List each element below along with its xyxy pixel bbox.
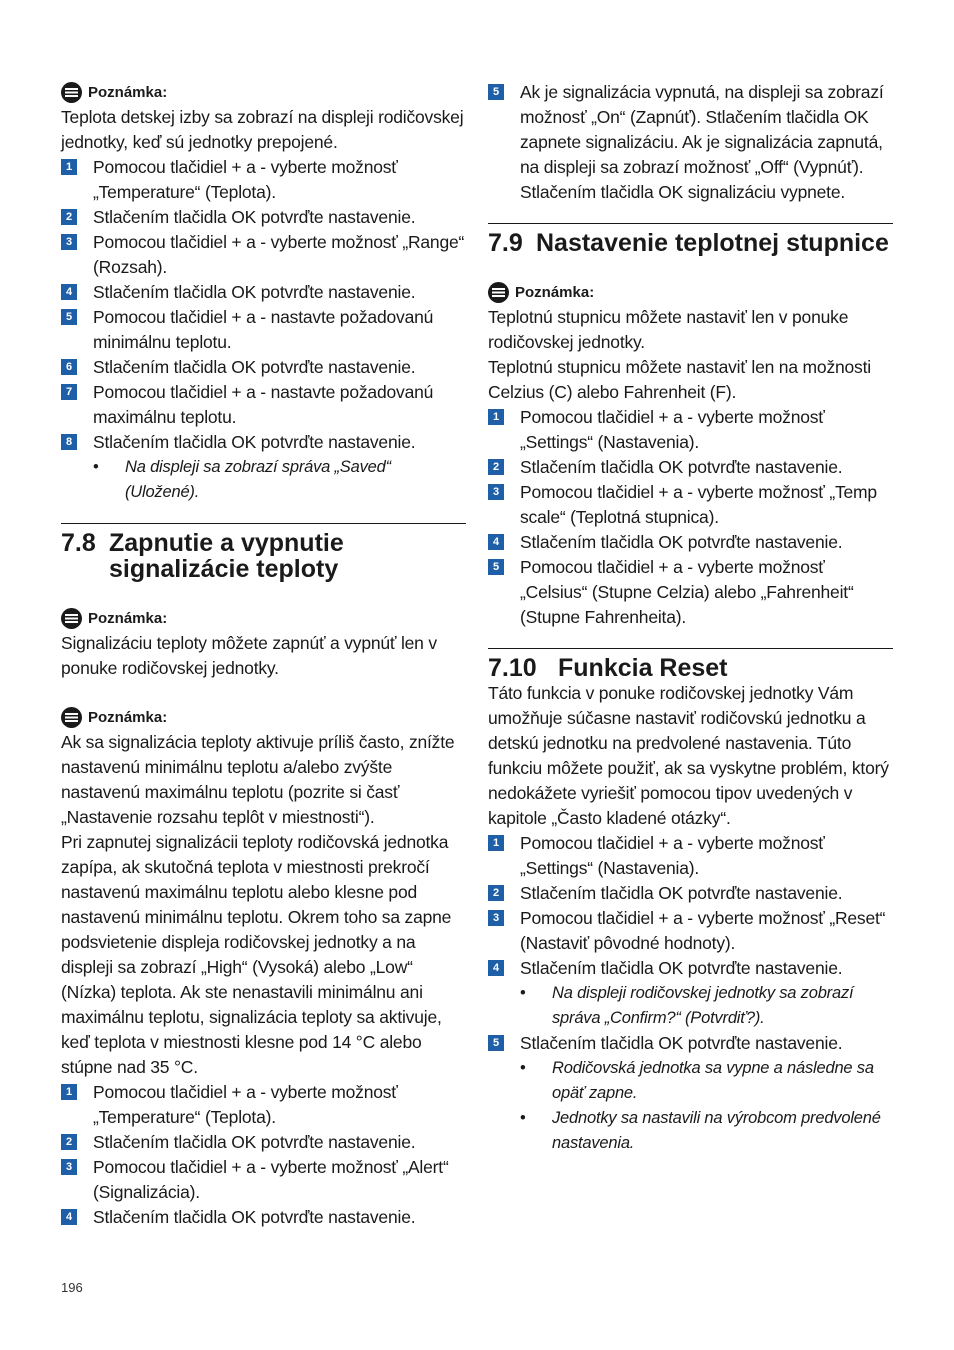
- left-column: [61, 80, 466, 1230]
- step-number: 5: [61, 309, 77, 325]
- section-heading: [488, 230, 893, 256]
- step-number: 4: [61, 284, 77, 300]
- section-title: Funkcia Reset: [558, 654, 728, 682]
- step-text: Pomocou tlačidiel + a - vyberte možnosť „Range“ (Rozsah).: [93, 232, 465, 277]
- step-text: Stlačením tlačidla OK potvrďte nastavenie.: [93, 1132, 416, 1152]
- section-number: 7.8: [61, 529, 96, 557]
- step-number: 3: [488, 484, 504, 500]
- step-list: [61, 1080, 466, 1230]
- note-icon: [61, 82, 82, 103]
- step-list: [61, 155, 466, 455]
- note-label: Poznámka:: [88, 709, 168, 726]
- note-heading: [61, 705, 466, 730]
- step-text: Stlačením tlačidla OK potvrďte nastavenie.: [93, 282, 416, 302]
- step-text: Pomocou tlačidiel + a - vyberte možnosť „Settings“ (Nastavenia).: [520, 407, 825, 452]
- step-item: [61, 230, 466, 280]
- section-heading: [488, 655, 893, 681]
- step-number: 5: [488, 559, 504, 575]
- step-number: 5: [488, 1035, 504, 1051]
- step-number: 1: [61, 159, 77, 175]
- step-text: Stlačením tlačidla OK potvrďte nastavenie.: [520, 1033, 843, 1053]
- step-item: [488, 1031, 893, 1056]
- note-icon: [61, 707, 82, 728]
- result-bullet: [61, 455, 466, 505]
- step-item: [488, 530, 893, 555]
- step-item: [488, 80, 893, 205]
- step-item: [61, 1080, 466, 1130]
- bullet-text: Jednotky sa nastavili na výrobcom predvolené nastavenia.: [552, 1109, 881, 1152]
- section-number: 7.9: [488, 229, 523, 257]
- note-label: Poznámka:: [515, 284, 595, 301]
- bullet-text: Na displeji sa zobrazí správa „Saved“ (Uložené).: [125, 458, 391, 501]
- step-item: [61, 280, 466, 305]
- section-7-10: [488, 648, 893, 681]
- step-number: 6: [61, 359, 77, 375]
- step-item: [488, 405, 893, 455]
- step-item: [61, 155, 466, 205]
- step-text: Pomocou tlačidiel + a - nastavte požadovanú maximálnu teplotu.: [93, 382, 434, 427]
- step-number: 3: [488, 910, 504, 926]
- step-text: Stlačením tlačidla OK potvrďte nastavenie.: [520, 532, 843, 552]
- result-bullet: [488, 1106, 893, 1156]
- step-text: Stlačením tlačidla OK potvrďte nastavenie.: [93, 1207, 416, 1227]
- step-number: 3: [61, 1159, 77, 1175]
- step-text: Pomocou tlačidiel + a - vyberte možnosť „Celsius“ (Stupne Celzia) alebo „Fahrenheit“ (Stupne Fahrenheita).: [520, 557, 854, 627]
- note-label: Poznámka:: [88, 84, 168, 101]
- step-text: Pomocou tlačidiel + a - vyberte možnosť „Temperature“ (Teplota).: [93, 1082, 398, 1127]
- step-item: [61, 1205, 466, 1230]
- step-number: 4: [488, 534, 504, 550]
- result-bullet: [488, 1056, 893, 1106]
- bullet-dot: •: [520, 1109, 526, 1127]
- step-text: Pomocou tlačidiel + a - vyberte možnosť „Alert“ (Signalizácia).: [93, 1157, 449, 1202]
- note-heading: [61, 80, 466, 105]
- note-text: Ak sa signalizácia teploty aktivuje príliš často, znížte nastavenú minimálnu teplotu a/alebo zvýšte nastavenú maximálnu teplotu (pozrite si časť „Nastavenie rozsahu teplôt v miestnosti“).: [61, 732, 455, 827]
- step-item: [488, 956, 893, 981]
- step-text: Stlačením tlačidla OK potvrďte nastavenie.: [520, 457, 843, 477]
- bullet-text: Na displeji rodičovskej jednotky sa zobrazí správa „Confirm?“ (Potvrdiť?).: [552, 984, 854, 1027]
- note-heading: [488, 280, 893, 305]
- step-number: 1: [488, 409, 504, 425]
- bullet-text: Rodičovská jednotka sa vypne a následne sa opäť zapne.: [552, 1059, 874, 1102]
- step-item: [488, 455, 893, 480]
- note-text: Teplota detskej izby sa zobrazí na displeji rodičovskej jednotky, keď sú jednotky prepojené.: [61, 107, 464, 152]
- note-icon: [61, 608, 82, 629]
- step-number: 1: [488, 835, 504, 851]
- result-bullet: [488, 981, 893, 1031]
- body-paragraph: Táto funkcia v ponuke rodičovskej jednotky Vám umožňuje súčasne nastaviť rodičovskú jednotku a detskú jednotku na predvolené nastavenia. Túto funkciu môžete použiť, ak sa vyskytne problém, ktorý nedokážete vyriešiť pomocou tipov uvedených v kapitole „Často kladené otázky“.: [488, 683, 889, 828]
- note-text: Teplotnú stupnicu môžete nastaviť len na možnosti Celzius (C) alebo Fahrenheit (F).: [488, 357, 871, 402]
- step-text: Pomocou tlačidiel + a - vyberte možnosť „Temp scale“ (Teplotná stupnica).: [520, 482, 877, 527]
- step-item: [61, 380, 466, 430]
- step-text: Stlačením tlačidla OK potvrďte nastavenie.: [520, 958, 843, 978]
- section-title: Zapnutie a vypnutie signalizácie teploty: [109, 529, 344, 583]
- note-text: Teplotnú stupnicu môžete nastaviť len v ponuke rodičovskej jednotky.: [488, 307, 849, 352]
- step-number: 2: [61, 209, 77, 225]
- step-list: [488, 831, 893, 981]
- section-heading: [61, 530, 466, 582]
- bullet-dot: •: [520, 1059, 526, 1077]
- step-text: Ak je signalizácia vypnutá, na displeji sa zobrazí možnosť „On“ (Zapnúť). Stlačením tlačidla OK zapnete signalizáciu. Ak je signalizácia zapnutá, na displeji sa zobrazí možnosť „Off“ (Vypnúť). Stlačením tlačidla OK signalizáciu vypnete.: [520, 82, 884, 202]
- bullet-dot: •: [520, 984, 526, 1002]
- step-list: [488, 1031, 893, 1056]
- note-heading: [61, 606, 466, 631]
- step-number: 2: [488, 885, 504, 901]
- note-label: Poznámka:: [88, 610, 168, 627]
- step-item: [488, 480, 893, 530]
- note-text: Signalizáciu teploty môžete zapnúť a vypnúť len v ponuke rodičovskej jednotky.: [61, 633, 437, 678]
- step-text: Stlačením tlačidla OK potvrďte nastavenie.: [93, 357, 416, 377]
- step-item: [61, 305, 466, 355]
- step-item: [61, 430, 466, 455]
- step-item: [61, 205, 466, 230]
- step-number: 4: [488, 960, 504, 976]
- page-number: 196: [61, 1280, 83, 1295]
- step-number: 2: [61, 1134, 77, 1150]
- step-number: 4: [61, 1209, 77, 1225]
- step-text: Pomocou tlačidiel + a - vyberte možnosť „Reset“ (Nastaviť pôvodné hodnoty).: [520, 908, 886, 953]
- step-list: [488, 80, 893, 205]
- step-text: Stlačením tlačidla OK potvrďte nastavenie.: [520, 883, 843, 903]
- step-number: 3: [61, 234, 77, 250]
- section-number: 7.10: [488, 654, 537, 682]
- body-paragraph: Pri zapnutej signalizácii teploty rodičovská jednotka zapípa, ak skutočná teplota v miestnosti prekročí nastavenú maximálnu teplotu alebo klesne pod nastavenú minimálnu teplotu. Okrem toho sa zapne podsvietenie displeja rodičovskej jednotky a na displeji sa zobrazí „High“ (Vysoká) alebo „Low“ (Nízka) teplota. Ak ste nenastavili minimálnu ani maximálnu teplotu, signalizácia teploty sa aktivuje, keď teplota v miestnosti klesne pod 14 °C alebo stúpne nad 35 °C.: [61, 832, 452, 1077]
- bullet-dot: •: [93, 458, 99, 476]
- step-number: 1: [61, 1084, 77, 1100]
- step-item: [488, 555, 893, 630]
- step-list: [488, 405, 893, 630]
- step-number: 7: [61, 384, 77, 400]
- section-7-8: [61, 523, 466, 582]
- step-number: 5: [488, 84, 504, 100]
- section-7-9: [488, 223, 893, 256]
- section-title: Nastavenie teplotnej stupnice: [536, 229, 889, 257]
- step-item: [61, 1155, 466, 1205]
- step-item: [61, 355, 466, 380]
- step-number: 8: [61, 434, 77, 450]
- step-item: [488, 906, 893, 956]
- step-item: [488, 831, 893, 881]
- step-text: Stlačením tlačidla OK potvrďte nastavenie.: [93, 207, 416, 227]
- step-text: Pomocou tlačidiel + a - nastavte požadovanú minimálnu teplotu.: [93, 307, 434, 352]
- step-text: Pomocou tlačidiel + a - vyberte možnosť „Settings“ (Nastavenia).: [520, 833, 825, 878]
- step-text: Stlačením tlačidla OK potvrďte nastavenie.: [93, 432, 416, 452]
- note-icon: [488, 282, 509, 303]
- step-item: [488, 881, 893, 906]
- step-text: Pomocou tlačidiel + a - vyberte možnosť „Temperature“ (Teplota).: [93, 157, 398, 202]
- right-column: [488, 80, 893, 1156]
- step-item: [61, 1130, 466, 1155]
- step-number: 2: [488, 459, 504, 475]
